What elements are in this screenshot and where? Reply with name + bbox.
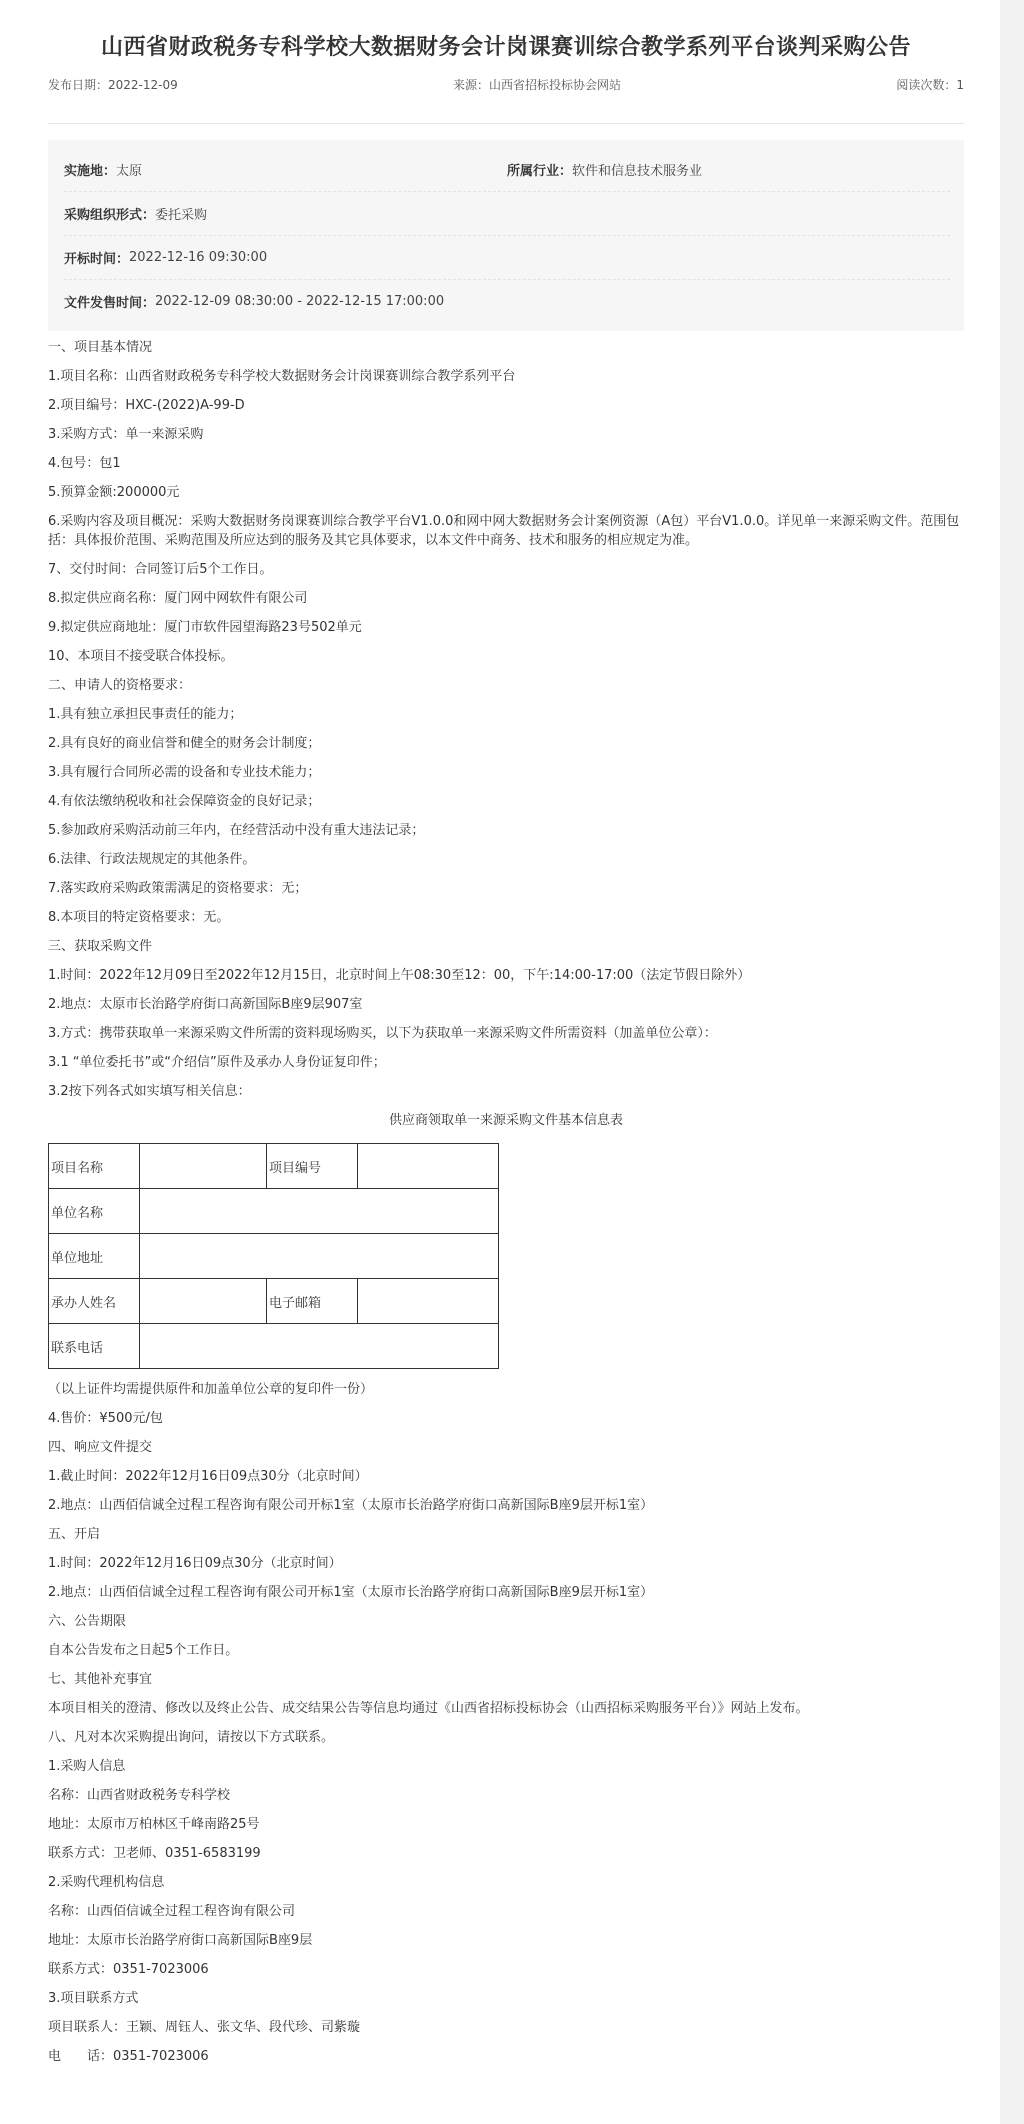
publish-date: 发布日期：2022-12-09: [48, 78, 178, 92]
paragraph: 2.项目编号：HXC-(2022)A-99-D: [48, 398, 245, 413]
doc-time-label: 文件发售时间：: [64, 296, 156, 311]
section-heading: 二、申请人的资格要求：: [48, 678, 192, 693]
paragraph: 5.参加政府采购活动前三年内，在经营活动中没有重大违法记录；: [48, 823, 425, 838]
paragraph: 7.落实政府采购政策需满足的资格要求：无；: [48, 881, 308, 896]
article-meta: [48, 76, 964, 124]
paragraph: 1.采购人信息: [48, 1759, 126, 1774]
paragraph: 电 话：0351-7023006: [48, 2049, 209, 2064]
paragraph: 8.本项目的特定资格要求：无。: [48, 910, 230, 925]
section-heading: 七、其他补充事宜: [48, 1672, 153, 1687]
location-field: [64, 160, 507, 179]
info-row-location: [64, 148, 950, 192]
cell-email-value: [358, 1279, 499, 1324]
cell-phone-label: 联系电话: [49, 1324, 140, 1369]
location-label: 实施地：: [64, 164, 117, 179]
paragraph: 联系方式：0351-7023006: [48, 1962, 209, 1977]
paragraph: 2.地点：太原市长治路学府街口高新国际B座9层907室: [48, 997, 363, 1012]
supplier-info-table: [48, 1143, 499, 1369]
paragraph: （以上证件均需提供原件和加盖单位公章的复印件一份）: [48, 1382, 374, 1397]
view-count: 阅读次数：1: [896, 78, 964, 92]
cell-project-no-label: 项目编号: [267, 1144, 358, 1189]
bid-open-label: 开标时间：: [64, 252, 130, 267]
cell-email-label: 电子邮箱: [267, 1279, 358, 1324]
paragraph: 8.拟定供应商名称：厦门网中网软件有限公司: [48, 591, 308, 606]
location-value: 太原: [116, 164, 143, 179]
industry-field: [507, 160, 950, 179]
org-form-value: 委托采购: [155, 208, 208, 223]
project-info-box: [48, 140, 964, 331]
info-row-org-form: [64, 192, 950, 236]
paragraph: 10、本项目不接受联合体投标。: [48, 649, 234, 664]
article-source: 来源：山西省招标投标协会网站: [453, 78, 622, 92]
paragraph: 1.具有独立承担民事责任的能力；: [48, 707, 243, 722]
article-body: [48, 333, 964, 2071]
section-heading: 六、公告期限: [48, 1614, 127, 1629]
paragraph: 9.拟定供应商地址：厦门市软件园望海路23号502单元: [48, 620, 362, 635]
section-heading: 三、获取采购文件: [48, 939, 153, 954]
bid-open-value: 2022-12-16 09:30:00: [129, 250, 268, 265]
paragraph: 名称：山西省财政税务专科学校: [48, 1788, 231, 1803]
doc-time-value: 2022-12-09 08:30:00 - 2022-12-15 17:00:00: [155, 294, 445, 309]
paragraph: 7、交付时间：合同签订后5个工作日。: [48, 562, 273, 577]
cell-project-no-value: [358, 1144, 499, 1189]
paragraph: 2.地点：山西佰信诚全过程工程咨询有限公司开标1室（太原市长治路学府街口高新国际B座9层开标1室）: [48, 1498, 654, 1513]
table-row: [49, 1279, 499, 1324]
industry-value: 软件和信息技术服务业: [572, 164, 703, 179]
paragraph: 6.采购内容及项目概况：采购大数据财务岗课赛训综合教学平台V1.0.0和网中网大数据财务会计案例资源（A包）平台V1.0.0。详见单一来源采购文件。范围包括：具体报价范围、采购范围及所应达到的服务及其它具体要求，以本文件中商务、技术和服务的相应规定为准。: [48, 514, 960, 548]
paragraph: 地址：太原市长治路学府街口高新国际B座9层: [48, 1933, 313, 1948]
paragraph: 2.具有良好的商业信誉和健全的财务会计制度；: [48, 736, 321, 751]
paragraph: 3.方式：携带获取单一来源采购文件所需的资料现场购买，以下为获取单一来源采购文件所需资料（加盖单位公章）：: [48, 1026, 717, 1041]
paragraph: 3.具有履行合同所必需的设备和专业技术能力；: [48, 765, 321, 780]
cell-project-name-label: 项目名称: [49, 1144, 140, 1189]
industry-label: 所属行业：: [507, 164, 573, 179]
paragraph: 1.时间：2022年12月16日09点30分（北京时间）: [48, 1556, 342, 1571]
cell-unit-addr-value: [140, 1234, 499, 1279]
paragraph: 本项目相关的澄清、修改以及终止公告、成交结果公告等信息均通过《山西省招标投标协会（山西招标采购服务平台）》网站上发布。: [48, 1701, 809, 1716]
article-title: 山西省财政税务专科学校大数据财务会计岗课赛训综合教学系列平台谈判采购公告: [100, 35, 911, 60]
table-row: [49, 1234, 499, 1279]
paragraph: 2.地点：山西佰信诚全过程工程咨询有限公司开标1室（太原市长治路学府街口高新国际B座9层开标1室）: [48, 1585, 654, 1600]
cell-handler-label: 承办人姓名: [49, 1279, 140, 1324]
section-heading: 八、凡对本次采购提出询问，请按以下方式联系。: [48, 1730, 335, 1745]
paragraph: 4.售价：¥500元/包: [48, 1411, 163, 1426]
paragraph: 地址：太原市万柏林区千峰南路25号: [48, 1817, 260, 1832]
info-row-doc-time: [64, 280, 950, 323]
paragraph: 4.包号：包1: [48, 456, 121, 471]
paragraph: 1.项目名称：山西省财政税务专科学校大数据财务会计岗课赛训综合教学系列平台: [48, 369, 516, 384]
cell-unit-addr-label: 单位地址: [49, 1234, 140, 1279]
cell-unit-name-label: 单位名称: [49, 1189, 140, 1234]
table-row: [49, 1324, 499, 1369]
paragraph: 1.截止时间：2022年12月16日09点30分（北京时间）: [48, 1469, 368, 1484]
paragraph: 自本公告发布之日起5个工作日。: [48, 1643, 239, 1658]
paragraph: 6.法律、行政法规规定的其他条件。: [48, 852, 256, 867]
paragraph: 3.采购方式：单一来源采购: [48, 427, 204, 442]
info-row-bid-open: [64, 236, 950, 280]
paragraph: 5.预算金额:200000元: [48, 485, 180, 500]
org-form-label: 采购组织形式：: [64, 208, 156, 223]
paragraph: 项目联系人：王颖、周钰人、张文华、段代珍、司紫璇: [48, 2020, 361, 2035]
paragraph: 名称：山西佰信诚全过程工程咨询有限公司: [48, 1904, 296, 1919]
table-caption: 供应商领取单一来源采购文件基本信息表: [388, 1113, 623, 1128]
paragraph: 3.2按下列各式如实填写相关信息：: [48, 1084, 251, 1099]
paragraph: 1.时间：2022年12月09日至2022年12月15日，北京时间上午08:30至12：00，下午:14:00-17:00（法定节假日除外）: [48, 968, 751, 983]
table-row: [49, 1144, 499, 1189]
paragraph: 联系方式：卫老师、0351-6583199: [48, 1846, 261, 1861]
paragraph: 3.1 “单位委托书”或“介绍信”原件及承办人身份证复印件；: [48, 1055, 386, 1070]
paragraph: 3.项目联系方式: [48, 1991, 139, 2006]
section-heading: 四、响应文件提交: [48, 1440, 153, 1455]
cell-project-name-value: [140, 1144, 267, 1189]
table-row: [49, 1189, 499, 1234]
paragraph: 2.采购代理机构信息: [48, 1875, 165, 1890]
section-heading: 五、开启: [48, 1527, 101, 1542]
cell-phone-value: [140, 1324, 499, 1369]
paragraph: 4.有依法缴纳税收和社会保障资金的良好记录；: [48, 794, 321, 809]
section-heading: 一、项目基本情况: [48, 340, 153, 355]
cell-handler-value: [140, 1279, 267, 1324]
cell-unit-name-value: [140, 1189, 499, 1234]
